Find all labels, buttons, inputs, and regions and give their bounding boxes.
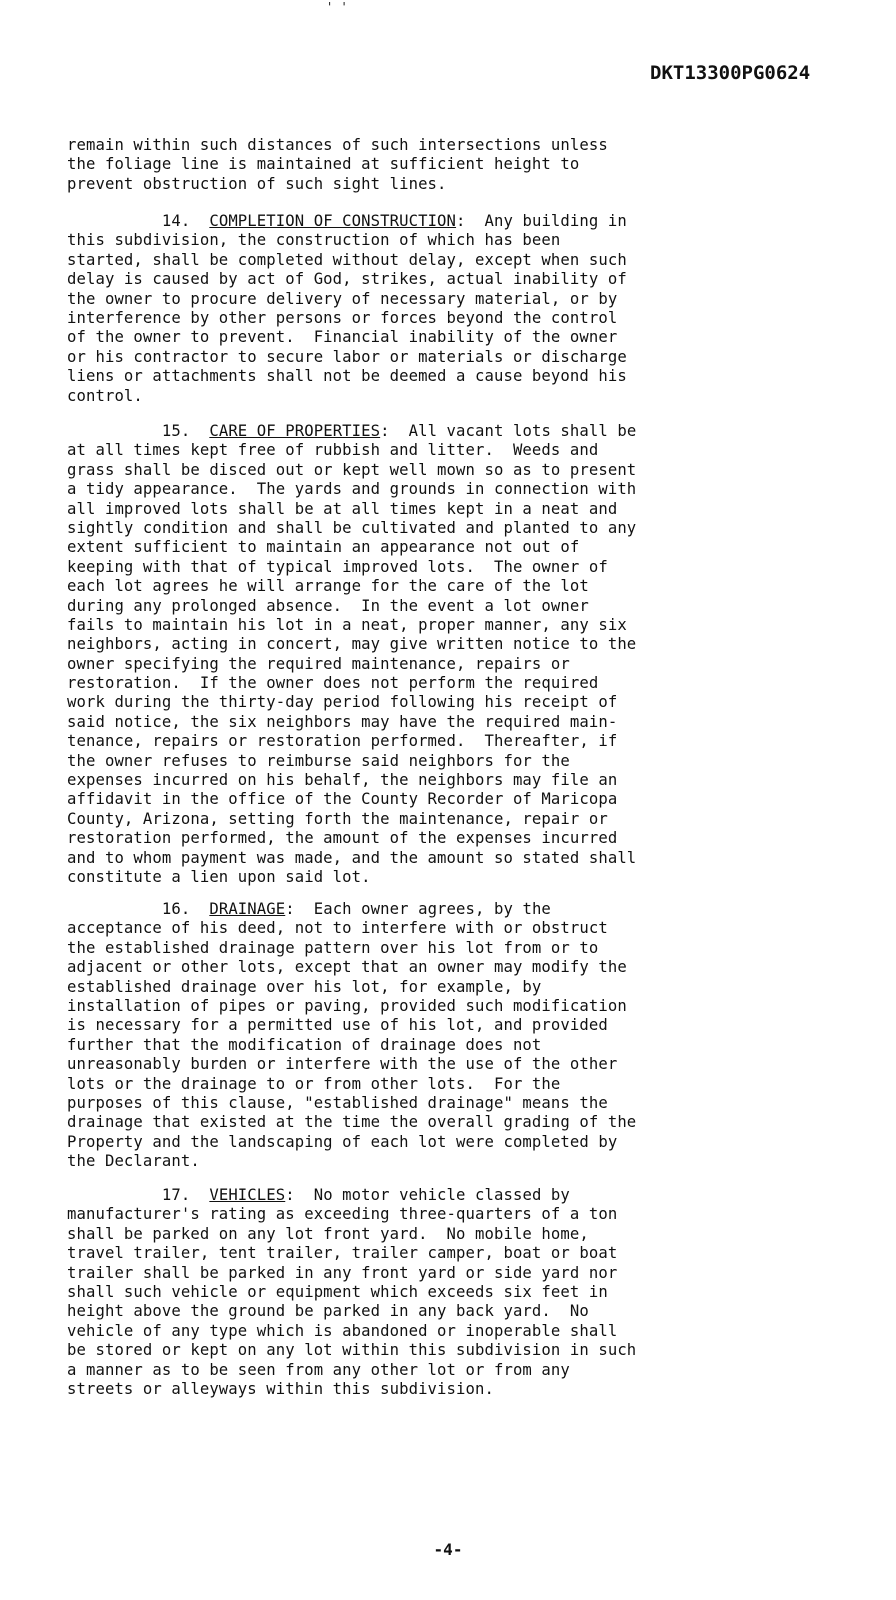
section-first-line-text: : Any building in xyxy=(456,212,627,230)
text-line: trailer shall be parked in any front yard or side yard nor xyxy=(67,1263,618,1282)
section-heading: COMPLETION OF CONSTRUCTION xyxy=(209,212,457,230)
text-line: acceptance of his deed, not to interfere with or obstruct xyxy=(67,919,608,938)
text-line: and to whom payment was made, and the amount so stated shall xyxy=(67,848,637,867)
text-line: extent sufficient to maintain an appearance not out of xyxy=(67,538,580,557)
text-line: sightly condition and shall be cultivated and planted to any xyxy=(67,518,637,537)
text-line: is necessary for a permitted use of his lot, and provided xyxy=(67,1016,608,1035)
section-14 xyxy=(67,212,867,406)
text-line: restoration performed, the amount of the expenses incurred xyxy=(67,829,618,848)
text-line: height above the ground be parked in any back yard. No xyxy=(67,1302,589,1321)
text-line: owner specifying the required maintenance, repairs or xyxy=(67,654,570,673)
text-line: keeping with that of typical improved lots. The owner of xyxy=(67,557,608,576)
text-line: tenance, repairs or restoration performed. Thereafter, if xyxy=(67,732,618,751)
text-line: the established drainage pattern over his lot from or to xyxy=(67,938,599,957)
text-line: a tidy appearance. The yards and grounds in connection with xyxy=(67,480,637,499)
intro-paragraph xyxy=(67,136,867,194)
section-first-line xyxy=(67,1186,867,1205)
text-line: a manner as to be seen from any other lot or from any xyxy=(67,1360,570,1379)
text-line: streets or alleyways within this subdivision. xyxy=(67,1379,494,1398)
text-line: County, Arizona, setting forth the maintenance, repair or xyxy=(67,809,608,828)
text-line: constitute a lien upon said lot. xyxy=(67,867,371,886)
text-line: said notice, the six neighbors may have the required main- xyxy=(67,712,618,731)
text-line: of the owner to prevent. Financial inability of the owner xyxy=(67,328,618,347)
text-line: adjacent or other lots, except that an owner may modify the xyxy=(67,958,627,977)
text-line: shall be parked on any lot front yard. No mobile home, xyxy=(67,1224,589,1243)
text-line: the owner refuses to reimburse said neighbors for the xyxy=(67,751,570,770)
text-line: work during the thirty-day period following his receipt of xyxy=(67,693,618,712)
text-line: liens or attachments shall not be deemed a cause beyond his xyxy=(67,367,627,386)
text-line: the owner to procure delivery of necessary material, or by xyxy=(67,289,618,308)
section-first-line xyxy=(67,900,867,919)
section-15 xyxy=(67,422,867,887)
text-line: unreasonably burden or interfere with the use of the other xyxy=(67,1055,618,1074)
text-line: or his contractor to secure labor or materials or discharge xyxy=(67,347,627,366)
section-number: 14. xyxy=(161,212,191,230)
text-line: grass shall be disced out or kept well mown so as to present xyxy=(67,460,637,479)
text-line: be stored or kept on any lot within this subdivision in such xyxy=(67,1341,637,1360)
text-line: expenses incurred on his behalf, the neighbors may file an xyxy=(67,771,618,790)
text-line: prevent obstruction of such sight lines. xyxy=(67,174,447,193)
text-line: vehicle of any type which is abandoned or inoperable shall xyxy=(67,1321,618,1340)
section-first-line-text: : No motor vehicle classed by xyxy=(285,1186,570,1204)
text-line: fails to maintain his lot in a neat, proper manner, any six xyxy=(67,615,627,634)
text-line: at all times kept free of rubbish and litter. Weeds and xyxy=(67,441,599,460)
text-line: remain within such distances of such intersections unless xyxy=(67,136,608,154)
text-line: all improved lots shall be at all times kept in a neat and xyxy=(67,499,618,518)
text-line: control. xyxy=(67,386,143,405)
text-line: established drainage over his lot, for example, by xyxy=(67,977,542,996)
section-first-line xyxy=(67,422,867,441)
text-line: this subdivision, the construction of which has been xyxy=(67,231,561,250)
text-line: delay is caused by act of God, strikes, actual inability of xyxy=(67,270,627,289)
text-line: lots or the drainage to or from other lots. For the xyxy=(67,1074,561,1093)
section-16 xyxy=(67,900,867,1171)
text-line: travel trailer, tent trailer, trailer camper, boat or boat xyxy=(67,1244,618,1263)
section-first-line-text: : All vacant lots shall be xyxy=(380,422,637,440)
page-number: -4- xyxy=(433,1540,463,1559)
section-first-line xyxy=(67,212,867,231)
section-first-line-text: : Each owner agrees, by the xyxy=(285,900,551,918)
text-line: shall such vehicle or equipment which exceeds six feet in xyxy=(67,1282,608,1301)
section-number: 16. xyxy=(161,900,191,918)
text-line: purposes of this clause, "established drainage" means the xyxy=(67,1093,608,1112)
docket-stamp: DKT13300PG0624 xyxy=(650,62,811,84)
text-line: the Declarant. xyxy=(67,1152,200,1171)
text-line: manufacturer's rating as exceeding three-quarters of a ton xyxy=(67,1205,618,1224)
text-line: neighbors, acting in concert, may give written notice to the xyxy=(67,635,637,654)
text-line: the foliage line is maintained at sufficient height to xyxy=(67,155,580,174)
top-marks: ' ' xyxy=(326,0,348,14)
text-line: Property and the landscaping of each lot were completed by xyxy=(67,1132,618,1151)
text-line: further that the modification of drainage does not xyxy=(67,1035,542,1054)
section-heading: DRAINAGE xyxy=(209,900,286,918)
text-line: each lot agrees he will arrange for the care of the lot xyxy=(67,577,589,596)
section-heading: VEHICLES xyxy=(209,1186,286,1204)
text-line: started, shall be completed without delay, except when such xyxy=(67,250,627,269)
text-line: affidavit in the office of the County Recorder of Maricopa xyxy=(67,790,618,809)
text-line: drainage that existed at the time the overall grading of the xyxy=(67,1113,637,1132)
text-line: installation of pipes or paving, provided such modification xyxy=(67,996,627,1015)
section-number: 15. xyxy=(161,422,191,440)
text-line: during any prolonged absence. In the event a lot owner xyxy=(67,596,589,615)
section-17 xyxy=(67,1186,867,1399)
text-line: interference by other persons or forces beyond the control xyxy=(67,308,618,327)
section-heading: CARE OF PROPERTIES xyxy=(209,422,381,440)
section-number: 17. xyxy=(161,1186,191,1204)
text-line: restoration. If the owner does not perform the required xyxy=(67,674,599,693)
